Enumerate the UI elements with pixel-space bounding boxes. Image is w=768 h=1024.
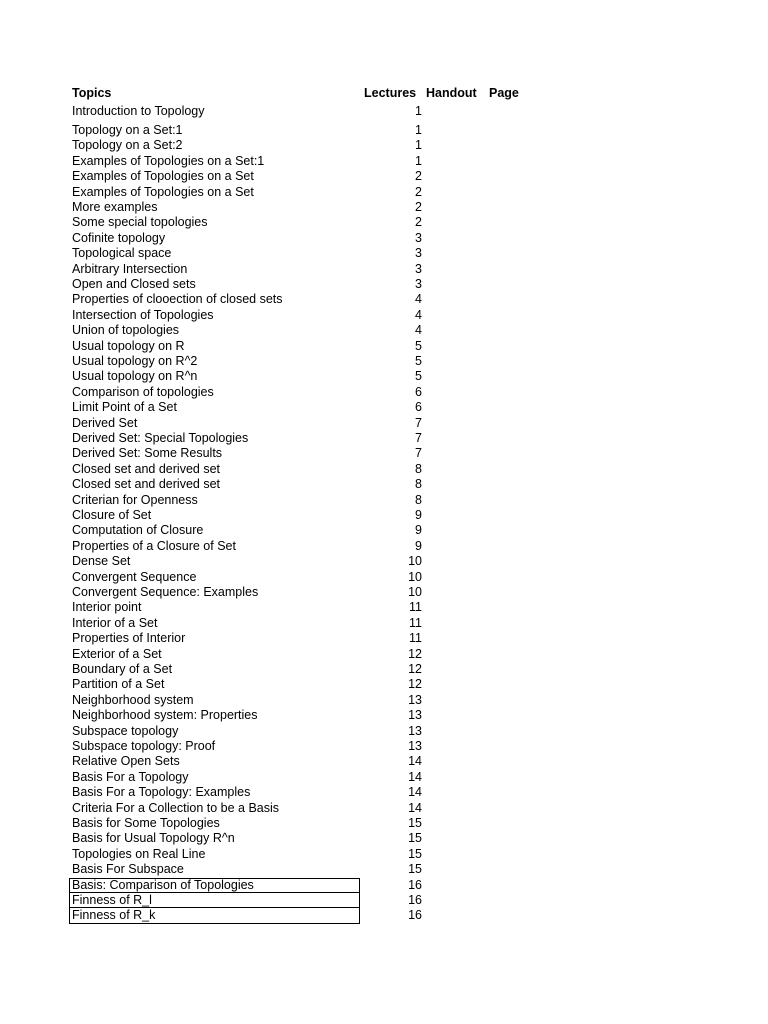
table-row — [0, 862, 768, 877]
lecture-cell: 14 — [408, 769, 422, 784]
lecture-cell: 4 — [415, 323, 422, 338]
lecture-cell: 13 — [408, 708, 422, 723]
lecture-cell: 11 — [409, 631, 422, 646]
table-row — [0, 185, 768, 200]
lecture-cell: 11 — [409, 600, 422, 615]
column-header-lectures: Lectures — [364, 86, 417, 100]
table-row — [0, 708, 768, 723]
topic-cell: Basis For Subspace — [72, 862, 184, 877]
lecture-cell: 4 — [415, 307, 422, 322]
lecture-cell: 3 — [415, 230, 422, 245]
topic-cell: Examples of Topologies on a Set — [72, 184, 254, 199]
lecture-cell: 5 — [415, 354, 422, 368]
topic-cell: Topologies on Real Line — [72, 846, 206, 861]
table-row — [0, 416, 768, 431]
table-row — [0, 339, 768, 354]
topic-cell: Closed set and derived set — [72, 461, 221, 476]
topic-cell: Some special topologies — [72, 215, 208, 230]
topic-cell: Topology on a Set:2 — [72, 138, 183, 153]
table-row — [0, 770, 768, 785]
lecture-cell: 8 — [415, 477, 422, 492]
table-row — [0, 477, 768, 492]
table-row — [0, 908, 768, 923]
lecture-cell: 4 — [415, 292, 422, 307]
topic-cell: Convergent Sequence: Examples — [72, 585, 259, 599]
table-row — [0, 662, 768, 677]
table-row — [0, 785, 768, 800]
lecture-cell: 2 — [415, 200, 422, 214]
lecture-cell: 9 — [415, 523, 422, 538]
table-row — [0, 570, 768, 585]
lecture-cell: 5 — [415, 338, 422, 353]
table-row — [0, 878, 768, 893]
table-row — [0, 262, 768, 277]
table-row — [0, 400, 768, 415]
table-row — [0, 816, 768, 831]
lecture-cell: 10 — [408, 554, 422, 569]
table-row — [0, 893, 768, 908]
topic-cell: Comparison of topologies — [72, 384, 214, 399]
lecture-cell: 14 — [408, 785, 422, 800]
lecture-cell: 8 — [415, 461, 422, 476]
topic-cell: Basis For a Topology — [72, 769, 189, 784]
topic-cell: Cofinite topology — [72, 230, 166, 245]
topic-cell: Open and Closed sets — [72, 277, 196, 291]
topic-cell: Neighborhood system — [72, 692, 194, 707]
lecture-cell: 9 — [415, 508, 422, 522]
topic-cell: Introduction to Topology — [72, 104, 205, 118]
lecture-cell: 8 — [415, 492, 422, 507]
lecture-cell: 13 — [408, 723, 422, 738]
topic-cell: Computation of Closure — [72, 523, 204, 538]
lecture-cell: 6 — [415, 400, 422, 415]
topic-cell: Relative Open Sets — [72, 754, 180, 769]
lecture-cell: 14 — [408, 754, 422, 769]
lecture-cell: 12 — [408, 646, 422, 661]
topic-cell: Closure of Set — [72, 508, 152, 522]
lecture-cell: 15 — [408, 846, 422, 861]
lecture-cell: 7 — [415, 415, 422, 430]
lecture-cell: 12 — [408, 662, 422, 676]
lecture-cell: 16 — [408, 908, 422, 923]
table-row — [0, 369, 768, 384]
table-row — [0, 585, 768, 600]
table-row — [0, 323, 768, 338]
table-row — [0, 539, 768, 554]
lecture-cell: 14 — [408, 800, 422, 815]
topic-cell: Examples of Topologies on a Set — [72, 169, 254, 184]
table-row — [0, 308, 768, 323]
lecture-cell: 2 — [415, 184, 422, 199]
topic-cell: Topological space — [72, 246, 172, 261]
lecture-cell: 1 — [415, 138, 422, 153]
topic-cell: Derived Set: Some Results — [72, 446, 223, 461]
lecture-cell: 12 — [408, 677, 422, 692]
lecture-cell: 5 — [415, 369, 422, 384]
table-row — [0, 292, 768, 307]
table-row — [0, 508, 768, 523]
table-row — [0, 104, 768, 119]
topic-cell: Union of topologies — [72, 323, 180, 338]
topic-cell: Criteria For a Collection to be a Basis — [72, 800, 280, 815]
table-row — [0, 169, 768, 184]
topic-cell: Basis: Comparison of Topologies — [72, 877, 254, 892]
table-row — [0, 493, 768, 508]
topic-cell: Interior of a Set — [72, 615, 158, 630]
lecture-cell: 13 — [408, 739, 422, 753]
table-row — [0, 724, 768, 739]
topic-cell: Topology on a Set:1 — [72, 123, 183, 137]
topic-cell: Convergent Sequence — [72, 569, 197, 584]
lecture-cell: 1 — [415, 104, 422, 118]
topic-cell: Boundary of a Set — [72, 662, 173, 676]
topic-cell: Arbitrary Intersection — [72, 261, 188, 276]
lecture-cell: 16 — [408, 877, 422, 892]
topic-cell: Closed set and derived set — [72, 477, 221, 492]
table-row — [0, 631, 768, 646]
lecture-cell: 3 — [415, 261, 422, 276]
lecture-cell: 1 — [415, 123, 422, 137]
topic-cell: Finness of R_k — [72, 908, 156, 923]
topic-cell: Properties of a Closure of Set — [72, 538, 236, 553]
lecture-cell: 10 — [408, 585, 422, 599]
lecture-cell: 15 — [408, 816, 422, 830]
lecture-cell: 10 — [408, 569, 422, 584]
lecture-cell: 7 — [415, 446, 422, 461]
topic-cell: Basis for Usual Topology R^n — [72, 831, 235, 846]
topic-cell: Partition of a Set — [72, 677, 165, 692]
lecture-cell: 6 — [415, 384, 422, 399]
topic-cell: Intersection of Topologies — [72, 307, 214, 322]
topic-cell: Usual topology on R^2 — [72, 354, 198, 368]
table-row — [0, 801, 768, 816]
topic-cell: More examples — [72, 200, 158, 214]
column-header-topics: Topics — [72, 86, 112, 100]
table-row — [0, 600, 768, 615]
table-row — [0, 246, 768, 261]
topic-cell: Limit Point of a Set — [72, 400, 177, 415]
table-row — [0, 616, 768, 631]
lecture-cell: 2 — [415, 215, 422, 230]
column-header-handout: Handout — [426, 86, 477, 100]
lecture-cell: 7 — [415, 431, 422, 445]
topic-cell: Finness of R_l — [72, 893, 152, 907]
lecture-cell: 15 — [408, 862, 422, 877]
table-row — [0, 462, 768, 477]
table-row — [0, 277, 768, 292]
topic-cell: Exterior of a Set — [72, 646, 162, 661]
table-row — [0, 154, 768, 169]
topic-cell: Usual topology on R^n — [72, 369, 198, 384]
topic-cell: Subspace topology — [72, 723, 179, 738]
table-row — [0, 739, 768, 754]
table-row — [0, 677, 768, 692]
table-row — [0, 446, 768, 461]
lecture-cell: 3 — [415, 246, 422, 261]
column-header-page: Page — [489, 86, 519, 100]
topic-cell: Properties of clooection of closed sets — [72, 292, 283, 307]
topic-cell: Basis for Some Topologies — [72, 816, 220, 830]
table-row — [0, 231, 768, 246]
topic-cell: Criterian for Openness — [72, 492, 198, 507]
table-row — [0, 523, 768, 538]
table-row — [0, 847, 768, 862]
table-row — [0, 123, 768, 138]
topic-cell: Usual topology on R — [72, 338, 185, 353]
lecture-cell: 11 — [409, 615, 422, 630]
table-row — [0, 138, 768, 153]
lecture-cell: 13 — [408, 692, 422, 707]
topic-cell: Properties of Interior — [72, 631, 186, 646]
topic-cell: Interior point — [72, 600, 142, 615]
table-row — [0, 754, 768, 769]
table-row — [0, 215, 768, 230]
topic-cell: Basis For a Topology: Examples — [72, 785, 251, 800]
topic-cell: Neighborhood system: Properties — [72, 708, 258, 723]
table-row — [0, 831, 768, 846]
lecture-cell: 3 — [415, 277, 422, 291]
table-row — [0, 200, 768, 215]
lecture-cell: 15 — [408, 831, 422, 846]
topic-cell: Derived Set: Special Topologies — [72, 431, 249, 445]
topic-cell: Subspace topology: Proof — [72, 739, 216, 753]
topic-cell: Dense Set — [72, 554, 131, 569]
lecture-cell: 1 — [415, 153, 422, 168]
table-row — [0, 554, 768, 569]
table-row — [0, 354, 768, 369]
table-row — [0, 431, 768, 446]
topic-cell: Derived Set — [72, 415, 138, 430]
table-row — [0, 647, 768, 662]
topic-cell: Examples of Topologies on a Set:1 — [72, 153, 265, 168]
lecture-cell: 2 — [415, 169, 422, 184]
lecture-cell: 9 — [415, 538, 422, 553]
table-row — [0, 385, 768, 400]
lecture-cell: 16 — [408, 893, 422, 907]
table-row — [0, 693, 768, 708]
